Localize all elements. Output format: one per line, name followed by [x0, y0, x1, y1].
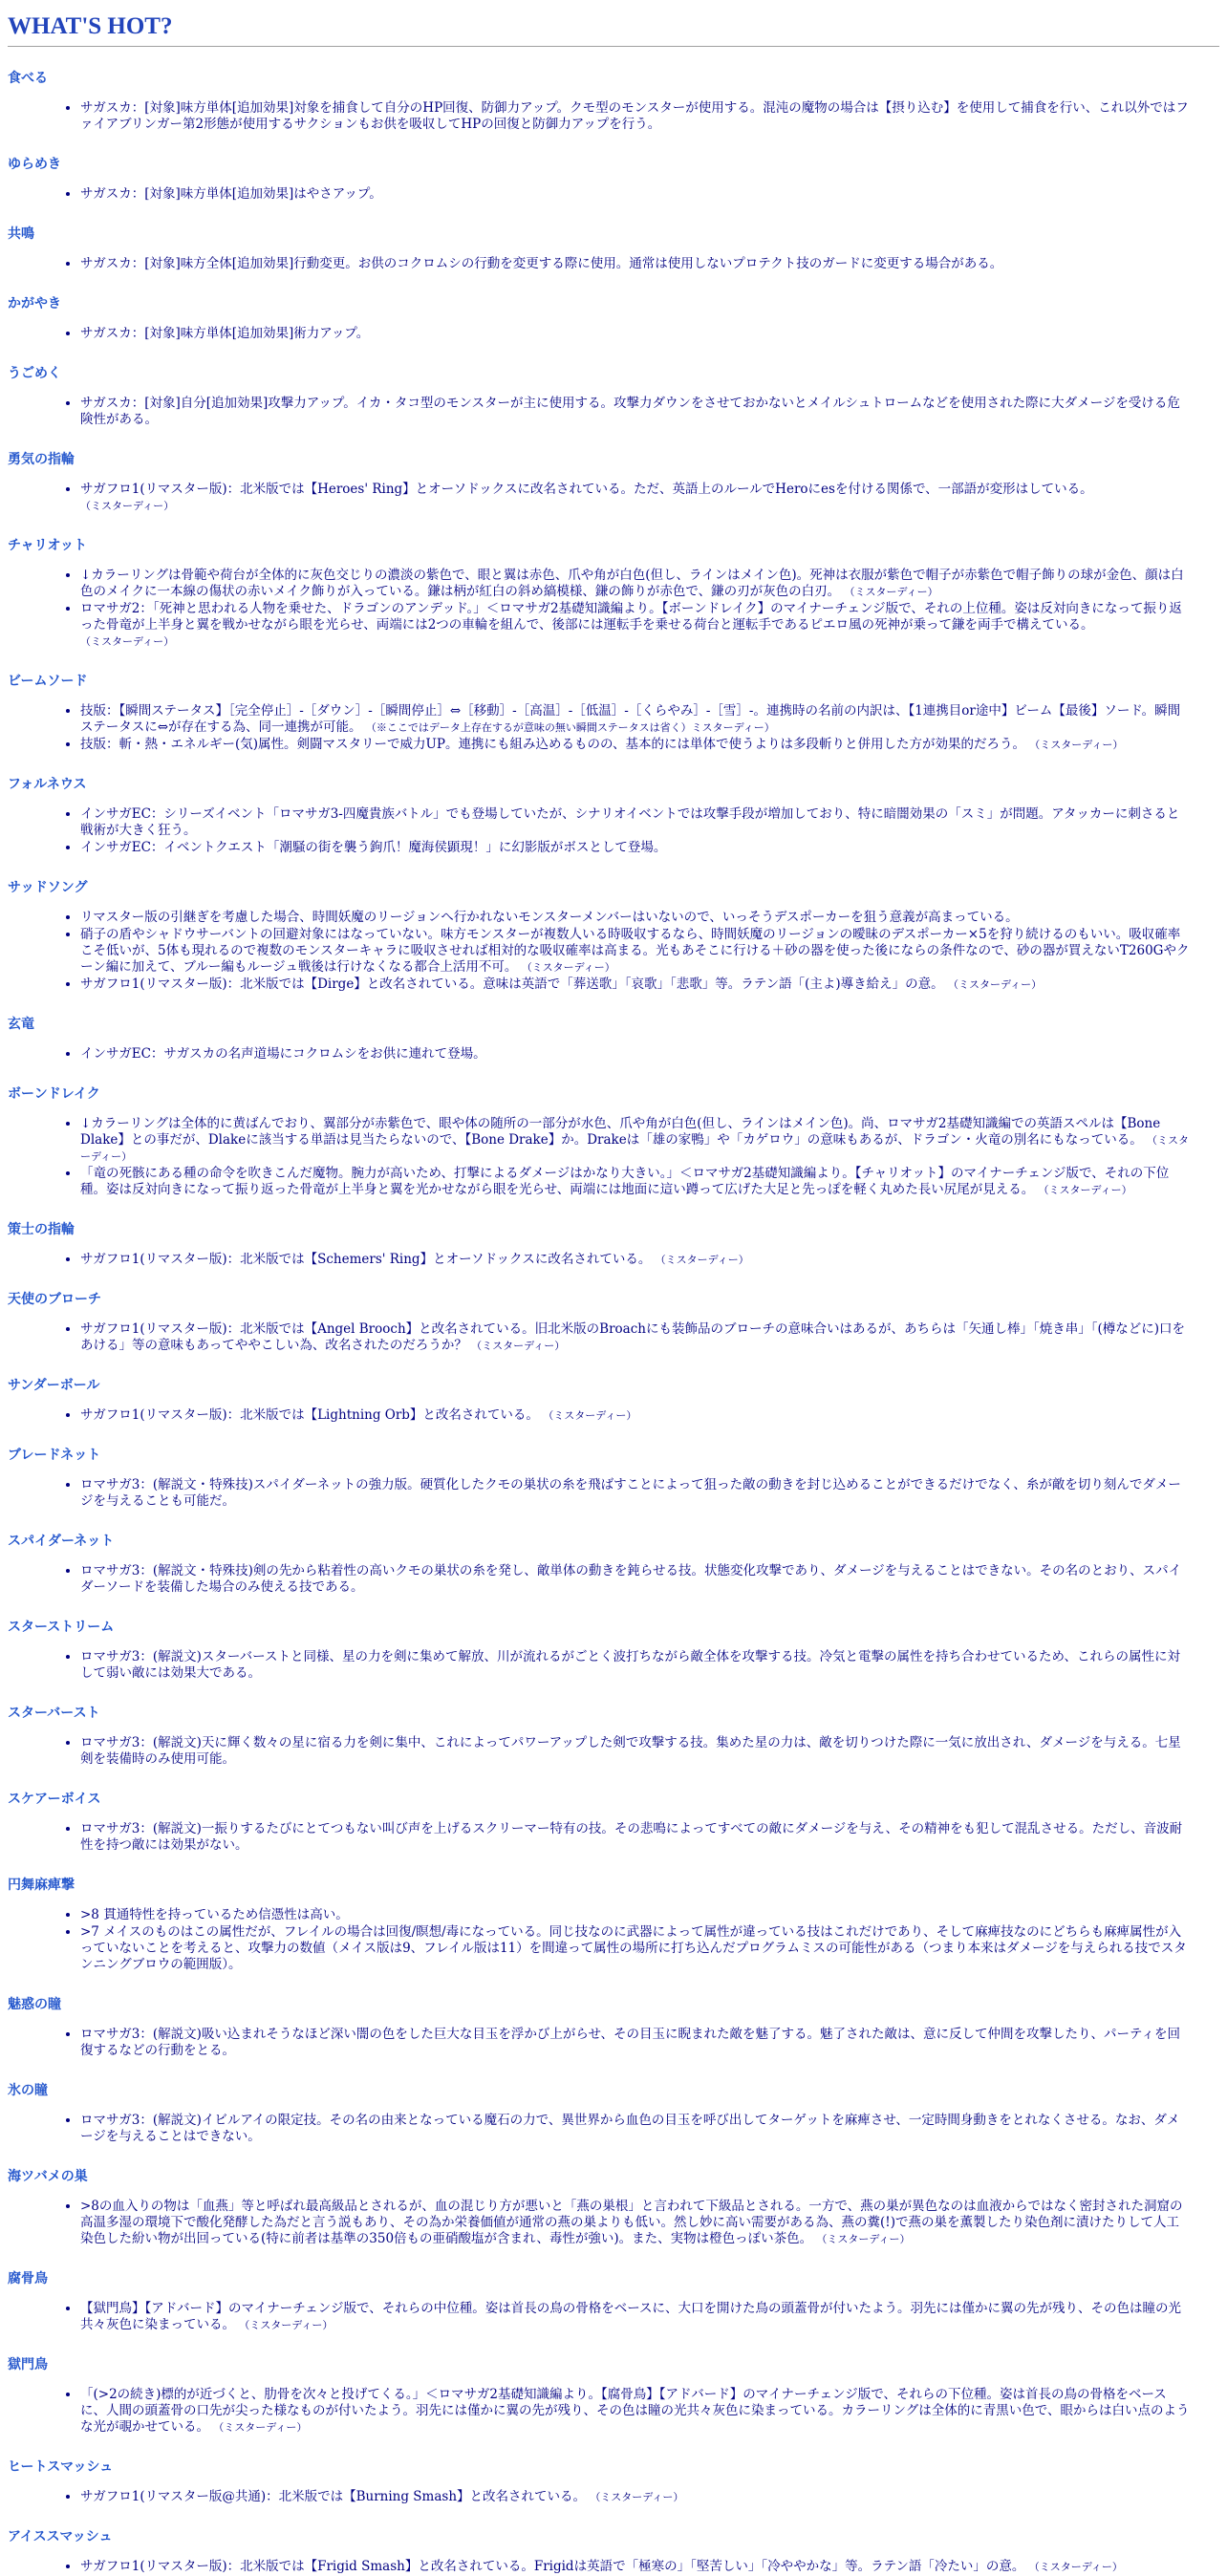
entry-comment-list — [8, 326, 1219, 342]
entry-term[interactable]: スターストリーム — [8, 1620, 115, 1635]
entry-comment — [80, 1821, 1219, 1854]
entry-comment — [80, 601, 1219, 650]
comment-author-note: （ミスターディー） — [521, 961, 615, 974]
entry-term[interactable]: サンダーボール — [8, 1378, 100, 1393]
comment-author-note: （ミスターディー） — [213, 2421, 308, 2434]
entry-term[interactable]: 天使のブローチ — [8, 1292, 101, 1307]
comment-text: >8の血入りの物は「血燕」等と呼ばれ最高級品とされるが、血の混じり方が悪いと「燕の巣根」と言われて下級品とされる。一方で、燕の巣が異色なのは血液からではなく密封された洞窟の高温多湿の環境下で酸化発酵した為だと言う説もあり、その為か栄養価値が通常の燕の巣よりも低い。然し妙に高い需要がある為、燕の糞(!)で燕の巣を薫製したり染色剤に漬けたりして人工染色した紛い物が出回っている(特に前者は基準の350倍もの亜硝酸塩が含まれ、毒性が強い)。また、実物は橙色っぽい茶色。 — [80, 2199, 1183, 2246]
comment-author-note: （ミスターディー） — [239, 2319, 334, 2331]
comment-author-note: （ミスターディー） — [543, 1409, 637, 1422]
comment-text: サガスカ：[対象]味方単体[追加効果]はやさアップ。 — [80, 186, 382, 202]
entry-comment-list — [8, 396, 1219, 428]
entry-term[interactable]: ビームソード — [8, 674, 88, 689]
entry-comment-list — [8, 2027, 1219, 2059]
entry-comment-list — [8, 482, 1219, 514]
entry-comment-list — [8, 1407, 1219, 1424]
comment-author-note: （※ここではデータ上存在するが意味の無い瞬間ステータスは省く）ミスターディー） — [365, 721, 775, 734]
comment-author-note: （ミスターディー） — [80, 1134, 1190, 1163]
comment-text: 「竜の死骸にある種の命令を吹きこんだ魔物。腕力が高いため、打撃によるダメージはかなり大きい。」＜ロマサガ2基礎知識編より。【チャリオット】のマイナーチェンジ版で、それの下位種。姿は反対向きになって振り返った骨竜が上半身と翼を光かせながら眼を光らせ、両端には地面に這い蹲って広げた大足と先っぽを軽く丸めた長い尻尾が見える。 — [80, 1166, 1170, 1197]
entry-comment — [80, 1321, 1219, 1354]
entry-comment — [80, 1046, 1219, 1063]
entry-comment — [80, 482, 1219, 514]
entry-comment — [80, 2301, 1219, 2333]
entry-comment — [80, 2199, 1219, 2247]
entry-comment — [80, 1907, 1219, 1923]
entry-term[interactable]: ゆらめき — [8, 157, 61, 172]
entry-comment — [80, 1252, 1219, 1268]
entry-comment-list — [8, 186, 1219, 203]
entry-term[interactable]: サッドソング — [8, 880, 88, 895]
entry-term[interactable]: フォルネウス — [8, 777, 87, 792]
entry-comment — [80, 840, 1219, 856]
entry-comment — [80, 1649, 1219, 1682]
comment-author-note: （ミスターディー） — [1029, 739, 1124, 751]
entry-comment-list — [8, 1649, 1219, 1682]
entry-term[interactable]: 共鳴 — [8, 226, 34, 242]
comment-text: サガスカ：[対象]味方単体[追加効果]対象を捕食して自分のHP回復、防御力アップ。クモ型のモンスターが使用する。混沌の魔物の場合は【摂り込む】を使用して捕食を行い、これ以外ではファイアブリンガー第2形態が使用するサクションもお供を吸収してHPの回復と防御力アップを行う。 — [80, 100, 1189, 132]
entry-term[interactable]: ブレードネット — [8, 1448, 101, 1463]
entry-comment — [80, 737, 1219, 753]
entry-comment-list — [8, 256, 1219, 272]
comment-author-note: （ミスターディー） — [471, 1340, 566, 1352]
comment-text: ロマサガ3：(解説文・特殊技)剣の先から粘着性の高いクモの巣状の糸を発し、敵単体の動きを鈍らせる技。状態変化攻撃であり、ダメージを与えることはできない。その名のとおり、スパイダーソードを装備した場合のみ使える技である。 — [80, 1563, 1182, 1595]
comment-text: インサガEC：シリーズイベント「ロマサガ3-四魔貴族バトル」でも登場していたが、シナリオイベントでは攻撃手段が増加しており、特に暗闇効果の「スミ」が問題。アタッカーに刺さると戦術が大きく狂う。 — [80, 806, 1180, 838]
entry-comment-list — [8, 1735, 1219, 1768]
comment-author-note: （ミスターディー） — [1028, 2561, 1123, 2573]
comment-text: リマスター版の引継ぎを考慮した場合、時間妖魔のリージョンへ行かれないモンスターメンバーはいないので、いっそうデスポーカーを狙う意義が高まっている。 — [80, 910, 1019, 925]
comment-text: >7 メイスのものはこの属性だが、フレイルの場合は回復/瞑想/毒になっている。同じ技なのに武器によって属性が違っている技はこれだけであり、そして麻痺技なのにどちらも麻痺属性が入っていないことを考えると、攻撃力の数値（メイス版は9、フレイル版は11）を間違って属性の場所に打ち込んだプログラムミスの可能性がある（つまり本来はダメージを与えられる技でスタンニングブロウの範囲版）。 — [80, 1924, 1187, 1972]
comment-text: インサガEC：イベントクエスト「潮騒の街を襲う鉤爪！魔海侯顕現！」に幻影版がボスとして登場。 — [80, 840, 667, 855]
entry-comment-list — [8, 2489, 1219, 2505]
comment-text: ↓カラーリングは骨範や荷台が全体的に灰色交じりの濃淡の紫色で、眼と翼は赤色、爪や角が白色(但し、ラインはメイン色)。死神は衣服が紫色で帽子が赤紫色で帽子飾りの球が金色、顔は白色のメイクに一本線の傷状の赤いメイク飾りが入っている。鎌は柄が紅白の斜め縞模様、鎌の飾りが赤色で、鎌の刃が灰色の白刃。 — [80, 568, 1184, 599]
comment-text: 「(>2の続き)標的が近づくと、肋骨を次々と投げてくる。」＜ロマサガ2基礎知識編より。【腐骨鳥】【アドバード】のマイナーチェンジ版で、それらの下位種。姿は首長の鳥の骨格をベースに、人間の頭蓋骨の口先が尖った様なものが付いたよう。羽先には僅かに翼の先が残り、その色は瞳の光共々灰色に染まっている。カラーリングは全体的に青黒い色で、眼からは白い点のような光が覗かせている。 — [80, 2387, 1190, 2435]
entry-term[interactable]: 氷の瞳 — [8, 2083, 48, 2098]
entry-comment — [80, 1563, 1219, 1596]
entry-term[interactable]: 食べる — [8, 71, 48, 86]
comment-text: >8 貫通特性を持っているため信憑性は高い。 — [80, 1907, 349, 1922]
entry-term[interactable]: スパイダーネット — [8, 1534, 115, 1549]
entry-comment — [80, 1407, 1219, 1424]
entry-comment-list — [8, 1821, 1219, 1854]
entry-comment-list — [8, 1116, 1219, 1198]
entry-comment-list — [8, 2301, 1219, 2333]
entry-comment-list — [8, 2199, 1219, 2247]
entry-comment-list — [8, 1563, 1219, 1596]
entry-term[interactable]: 魅惑の瞳 — [8, 1997, 61, 2012]
entry-term[interactable]: ボーンドレイク — [8, 1086, 100, 1102]
entry-term[interactable]: チャリオット — [8, 538, 88, 553]
entry-term[interactable]: 円舞麻痺撃 — [8, 1878, 75, 1893]
entry-comment-list — [8, 2559, 1219, 2575]
entry-comment — [80, 910, 1219, 926]
entry-comment-list — [8, 568, 1219, 650]
entry-term[interactable]: かがやき — [8, 296, 61, 311]
entry-comment — [80, 927, 1219, 976]
entry-comment-list — [8, 1252, 1219, 1268]
comment-author-note: （ミスターディー） — [80, 635, 175, 648]
comment-text: ロマサガ3：(解説文)スターバーストと同様、星の力を剣に集めて解放、川が流れるがごとく波打ちながら敵全体を攻撃する技。冷気と電撃の属性を持ち合わせているため、これらの属性に対して弱い敵には効果大である。 — [80, 1649, 1180, 1681]
entry-comment — [80, 1735, 1219, 1768]
comment-author-note: （ミスターディー） — [590, 2491, 684, 2503]
comment-text: 技版：【瞬間ステータス】［完全停止］-［ダウン］-［瞬間停止］⇔［移動］-［高温］-［低温］-［くらやみ］-［雪］-。連携時の名前の内訳は、【1連携目or途中】ビーム【最後】ソード。瞬間ステータスに⇔が存在する為、同一連携が可能。 — [80, 703, 1181, 735]
entry-comment — [80, 2113, 1219, 2145]
entry-term[interactable]: 勇気の指輪 — [8, 452, 75, 467]
entry-comment-list — [8, 100, 1219, 133]
entry-term[interactable]: アイススマッシュ — [8, 2529, 113, 2544]
entry-term[interactable]: 腐骨鳥 — [8, 2271, 48, 2286]
comment-text: インサガEC：サガスカの名声道場にコクロムシをお供に連れて登場。 — [80, 1046, 486, 1062]
entry-term[interactable]: 獄門鳥 — [8, 2357, 48, 2372]
entry-comment-list — [8, 1477, 1219, 1510]
comment-author-note: （ミスターディー） — [1038, 1184, 1132, 1196]
entry-comment — [80, 2489, 1219, 2505]
entry-term[interactable]: 玄竜 — [8, 1017, 34, 1032]
entry-comment — [80, 568, 1219, 600]
entry-comment — [80, 2027, 1219, 2059]
comment-author-note: （ミスターディー） — [655, 1254, 749, 1266]
comment-author-note: （ミスターディー） — [80, 500, 175, 512]
entry-comment — [80, 703, 1219, 736]
entry-comment — [80, 1166, 1219, 1198]
comment-author-note: （ミスターディー） — [844, 586, 938, 598]
comment-text: サガフロ1(リマスター版)：北米版では【Frigid Smash】と改名されている。Frigidは英語で「極寒の」「堅苦しい」「冷ややかな」等。ラテン語「冷たい」の意。 — [80, 2559, 1025, 2574]
entry-comment — [80, 806, 1219, 839]
comment-author-note: （ミスターディー） — [947, 978, 1043, 991]
comment-text: サガフロ1(リマスター版)：北米版では【Schemers' Ring】とオーソドックスに改名されている。 — [80, 1252, 652, 1267]
comment-author-note: （ミスターディー） — [816, 2233, 911, 2245]
entry-term[interactable]: スケアーボイス — [8, 1792, 101, 1807]
entry-comment-list — [8, 1046, 1219, 1063]
entry-comment — [80, 396, 1219, 428]
comment-text: ロマサガ3：(解説文)一振りするたびにとてつもない叫び声を上げるスクリーマー特有の技。その悲鳴によってすべての敵にダメージを与え、その精神をも犯して混乱させる。ただし、音波耐性を持つ敵には効果がない。 — [80, 1821, 1183, 1853]
comment-text: サガフロ1(リマスター版)：北米版では【Lightning Orb】と改名されている。 — [80, 1407, 539, 1423]
entry-comment-list — [8, 1907, 1219, 1973]
entry-list — [8, 70, 1219, 2575]
comment-text: サガスカ：[対象]味方単体[追加効果]術力アップ。 — [80, 326, 370, 341]
entry-term[interactable]: ヒートスマッシュ — [8, 2459, 114, 2475]
entry-comment-list — [8, 910, 1219, 993]
entry-comment-list — [8, 2113, 1219, 2145]
entry-comment — [80, 1924, 1219, 1973]
comment-text: ロマサガ3：(解説文)吸い込まれそうなほど深い闇の色をした巨大な目玉を浮かび上がらせ、その目玉に睨まれた敵を魅了する。魅了された敵は、意に反して仲間を攻撃したり、パーティを回復するなどの行動をとる。 — [80, 2027, 1180, 2058]
comment-text: ロマサガ3：(解説文)天に輝く数々の星に宿る力を剣に集中、これによってパワーアップした剣で攻撃する技。集めた星の力は、敵を切りつけた際に一気に放出され、ダメージを与える。七星剣を装備時のみ使用可能。 — [80, 1735, 1181, 1767]
entry-comment-list — [8, 703, 1219, 753]
comment-text: 硝子の盾やシャドウサーバントの回避対象にはなっていない。味方モンスターが複数人いる時吸収するなら、時間妖魔のリージョンの曖昧のデスポーカー×5を狩り続けるのもいい。吸収確率こそ低いが、5体も現れるので複数のモンスターキャラに吸収させれば相対的な吸収確率は高まる。光もあそこに行ける＋砂の器を使った後にならの条件なので、砂の器が買えないT260Gやクーン編に加えて、ブルー編もルージュ戦後は行けなくなる都合上活用不可。 — [80, 927, 1190, 975]
entry-comment-list — [8, 1321, 1219, 1354]
entry-comment — [80, 2559, 1219, 2575]
comment-text: サガスカ：[対象]味方全体[追加効果]行動変更。お供のコクロムシの行動を変更する際に使用。通常は使用しないプロテクト技のガードに変更する場合がある。 — [80, 256, 1003, 271]
comment-text: サガフロ1(リマスター版)：北米版では【Heroes' Ring】とオーソドックスに改名されている。ただ、英語上のルールでHeroにesを付ける関係で、一部語が変形はしている。 — [80, 482, 1093, 497]
comment-text: 技版：斬・熱・エネルギー(気)属性。剣闘マスタリーで威力UP。連携にも組み込めるものの、基本的には単体で使うよりは多段斬りと併用した方が効果的だろう。 — [80, 737, 1025, 752]
entry-term[interactable]: 海ツバメの巣 — [8, 2169, 88, 2184]
page-title: WHAT'S HOT? — [8, 13, 1219, 47]
entry-comment — [80, 2387, 1219, 2436]
comment-text: サガスカ：[対象]自分[追加効果]攻撃力アップ。イカ・タコ型のモンスターが主に使用する。攻撃力ダウンをさせておかないとメイルシュトロームなどを使用された際に大ダメージを受ける危険性がある。 — [80, 396, 1180, 427]
entry-comment — [80, 1116, 1219, 1165]
comment-text: サガフロ1(リマスター版@共通)：北米版では【Burning Smash】と改名されている。 — [80, 2489, 587, 2504]
entry-comment — [80, 186, 1219, 203]
entry-comment — [80, 326, 1219, 342]
entry-term[interactable]: スターバースト — [8, 1706, 100, 1721]
entry-term[interactable]: うごめく — [8, 366, 61, 381]
entry-comment — [80, 1477, 1219, 1510]
entry-comment — [80, 256, 1219, 272]
entry-comment-list — [8, 2387, 1219, 2436]
comment-text: 【獄門鳥】【アドバード】のマイナーチェンジ版で、それらの中位種。姿は首長の鳥の骨格をベースに、大口を開けた鳥の頭蓋骨が付いたよう。羽先には僅かに翼の先が残り、その色は瞳の光共々灰色に染まっている。 — [80, 2301, 1182, 2332]
entry-comment-list — [8, 806, 1219, 856]
entry-comment — [80, 100, 1219, 133]
comment-text: サガフロ1(リマスター版)：北米版では【Angel Brooch】と改名されている。旧北米版のBroachにも装飾品のブローチの意味合いはあるが、あちらは「矢通し棒」「焼き串」「(樽などに)口をあける」等の意味もあってややこしい為、改名されたのだろうか？ — [80, 1321, 1185, 1353]
comment-text: ロマサガ3：(解説文)イビルアイの限定技。その名の由来となっている魔石の力で、異世界から血色の目玉を呼び出してターゲットを麻痺させ、一定時間身動きをとれなくさせる。なお、ダメージを与えることはできない。 — [80, 2113, 1180, 2144]
entry-term[interactable]: 策士の指輪 — [8, 1222, 75, 1237]
comment-text: サガフロ1(リマスター版)：北米版では【Dirge】と改名されている。意味は英語で「葬送歌」「哀歌」「悲歌」等。ラテン語「(主よ)導き給え」の意。 — [80, 977, 944, 992]
comment-text: ↓カラーリングは全体的に黄ばんでおり、翼部分が赤紫色で、眼や体の随所の一部分が水色、爪や角が白色(但し、ラインはメイン色)。尚、ロマサガ2基礎知識編での英語スペルは【Bone Dlake】との事だが、Dlakeに該当する単語は見当たらないので、【Bone Drake】か。Drakeは「雄の家鴨」や「カゲロウ」の意味もあるが、ドラゴン・火竜の別名にもなっている。 — [80, 1116, 1161, 1148]
entry-comment — [80, 977, 1219, 993]
comment-text: ロマサガ3：(解説文・特殊技)スパイダーネットの強力版。硬質化したクモの巣状の糸を飛ばすことによって狙った敵の動きを封じ込めることができるだけでなく、糸が敵を切り刻んでダメージを与えることも可能だ。 — [80, 1477, 1181, 1509]
comment-text: ロマサガ2：「死神と思われる人物を乗せた、ドラゴンのアンデッド。」＜ロマサガ2基礎知識編より。【ボーンドレイク】のマイナーチェンジ版で、それの上位種。姿は反対向きになって振り返った骨竜が上半身と翼を戦かせながら眼を光らせ、両端には2つの車輪を組んで、後部には運転手を乗せる荷台と運転手であるピエロ風の死神が乗って鎌を両手で構えている。 — [80, 601, 1182, 633]
